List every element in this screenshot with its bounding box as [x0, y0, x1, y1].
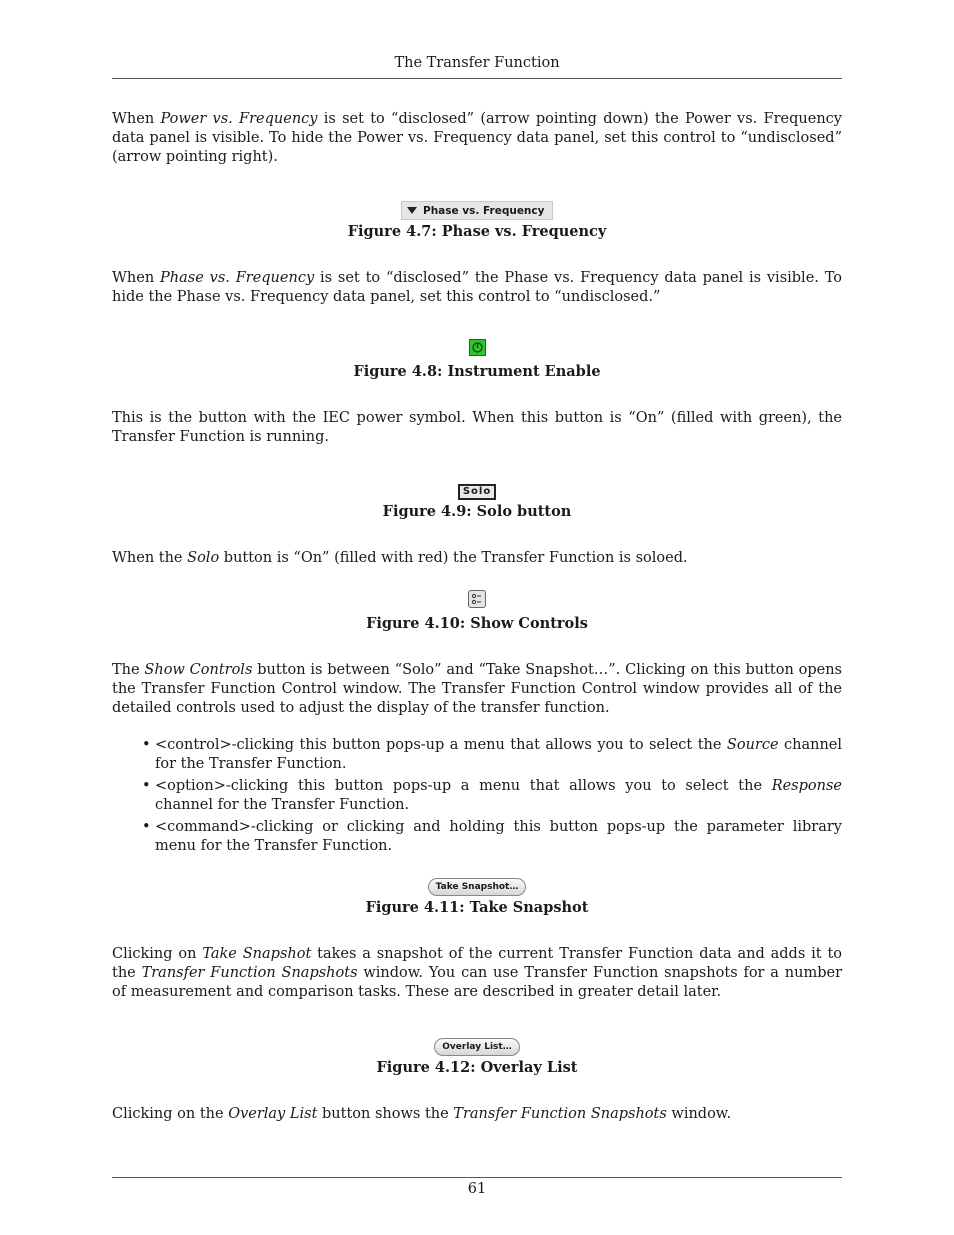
instrument-enable-button[interactable]: [469, 339, 486, 356]
solo-button[interactable]: Solo: [458, 484, 496, 500]
figure-caption: Figure 4.9: Solo button: [382, 503, 572, 520]
disclosure-triangle-down-icon: [407, 207, 417, 214]
figure-caption: Figure 4.12: Overlay List: [376, 1059, 578, 1076]
show-controls-icon: [469, 591, 485, 607]
show-controls-button[interactable]: [468, 590, 486, 608]
figure-4-11: [112, 874, 842, 917]
figure-4-12: [112, 1034, 842, 1077]
list-item: • <control>-clicking this button pops-up a menu that allows you to select the Source channel for the Transfer Function.: [142, 737, 842, 772]
paragraph-overlay-list: Clicking on the Overlay List button shows the Transfer Function Snapshots window.: [112, 1106, 732, 1122]
running-header: The Transfer Function: [394, 55, 560, 71]
list-item: • <option>-clicking this button pops-up a menu that allows you to select the Response channel for the Transfer Function.: [142, 778, 842, 813]
paragraph-solo: When the Solo button is “On” (filled with red) the Transfer Function is soloed.: [112, 550, 688, 566]
figure-caption: Figure 4.10: Show Controls: [366, 615, 588, 632]
show-controls-bullet-list: [112, 736, 842, 856]
figure-4-7: [112, 199, 842, 241]
figure-4-9: [112, 479, 842, 521]
figure-4-10: [112, 590, 842, 633]
take-snapshot-button[interactable]: Take Snapshot…: [428, 878, 527, 896]
figure-caption: Figure 4.11: Take Snapshot: [365, 899, 589, 916]
footer-rule: [112, 1177, 842, 1178]
phase-vs-frequency-disclosure[interactable]: [401, 201, 553, 220]
figure-caption: Figure 4.7: Phase vs. Frequency: [347, 223, 607, 240]
paragraph-show-controls: The Show Controls button is between “Solo” and “Take Snapshot…”. Clicking on this button opens the Transfer Function Control window. The Transfer Function Control window provides all of the detailed controls used to adjust the display of the transfer function.: [112, 662, 842, 716]
paragraph-take-snapshot: Clicking on Take Snapshot takes a snapshot of the current Transfer Function data and adds it to the Transfer Function Snapshots window. You can use Transfer Function snapshots for a number of measurement and comparison tasks. These are described in greater detail later.: [112, 946, 843, 1000]
page-content: [112, 110, 842, 1124]
paragraph-power-vs-frequency: When Power vs. Frequency is set to “disclosed” (arrow pointing down) the Power vs. Frequency data panel is visible. To hide the Power vs. Frequency data panel, set this control to “undisclosed” (arrow pointing right).: [112, 111, 842, 165]
figure-caption: Figure 4.8: Instrument Enable: [353, 363, 601, 380]
paragraph-instrument-enable: This is the button with the IEC power symbol. When this button is “On” (filled with green), the Transfer Function is running.: [112, 410, 842, 445]
power-icon: [471, 341, 484, 354]
disclosure-label: Phase vs. Frequency: [423, 204, 545, 217]
overlay-list-button[interactable]: Overlay List…: [434, 1038, 519, 1056]
list-item: • <command>-clicking or clicking and holding this button pops-up the parameter library menu for the Transfer Function.: [142, 819, 842, 854]
header-rule: [112, 78, 842, 79]
figure-4-8: [112, 339, 842, 381]
paragraph-phase-vs-frequency: When Phase vs. Frequency is set to “disclosed” the Phase vs. Frequency data panel is visible. To hide the Phase vs. Frequency data panel, set this control to “undisclosed.”: [112, 270, 842, 305]
page-number: 61: [467, 1181, 487, 1197]
